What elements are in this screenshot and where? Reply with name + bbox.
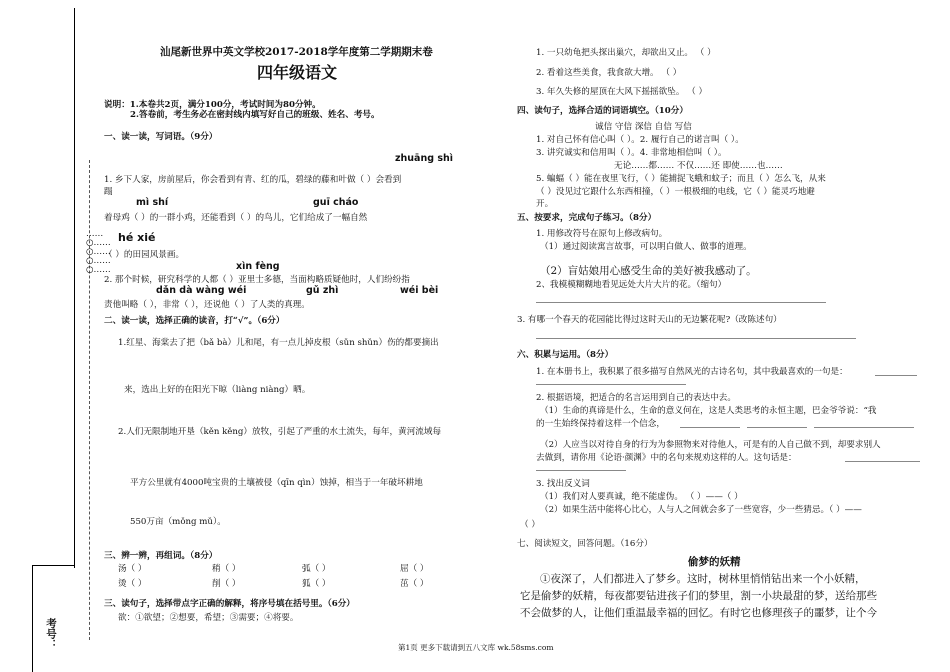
r-word-bank: 诚信 守信 深信 自信 写信	[595, 122, 692, 132]
r-a2b-blank2	[747, 427, 807, 428]
r-a2a: （1）生命的真谛是什么，生命的意义何在，这是人类思考的永恒主题，巴金爷爷说：“我	[540, 406, 877, 416]
q3-r1-c2: 稍（ ）	[212, 564, 241, 574]
pinyin-zhuangshi: zhuāng shì	[395, 153, 454, 164]
r-p1a: （1）通过阅读寓言故事，可以明白做人、做事的道理。	[540, 242, 752, 252]
r-sentence-1: 1. 一只幼龟把头探出巢穴，却欲出又止。 （ ）	[536, 48, 716, 58]
kaohao-box-top	[32, 565, 75, 566]
story-line-1: ①夜深了，人们都进入了梦乡。这时，树林里悄悄钻出来一个小妖精，	[540, 573, 866, 585]
r-p1: 1. 用修改符号在原句上修改病句。	[536, 229, 668, 239]
instruction-1: 说明：1.本卷共2页，满分100分，考试时间为80分钟。	[104, 100, 321, 110]
r-a2b-blank3	[814, 427, 914, 428]
pinyin-guzhi: gǔ zhì	[306, 285, 339, 296]
r-p3-answer-line	[536, 338, 856, 339]
q1-line3: （ ）的田园风景画。	[104, 250, 185, 260]
q1-line1: 1. 乡下人家，房前屋后，你会看到有青、红的瓜，碧绿的藤和叶做（ ）会看到	[104, 175, 402, 185]
q3-r2-c1: 烫（ ）	[118, 579, 147, 589]
r-fill-5b: （ ）没见过它跟什么东西相撞，（ ）一根极细的电线，它（ ）能灵巧地避	[536, 187, 815, 197]
q1-line2: 着母鸡（ ）的一群小鸡，还能看到（ ）的鸟儿，它们给成了一幅自然	[104, 213, 368, 223]
r-a1-line2	[536, 384, 686, 385]
q3-r2-c2: 削（ ）	[212, 579, 241, 589]
q3-title: 三、辨一辨，再组词。（8分）	[104, 551, 218, 561]
subject-title: 四年级语文	[257, 63, 338, 82]
q1-line1b: 蹋	[104, 187, 113, 197]
r-q6-title: 六、积累与运用。（8分）	[517, 350, 614, 360]
q2-line4: 平方公里就有4000吨宝贵的土壤被侵（qīn qìn）蚀掉，相当于一年破坏耕地	[130, 478, 423, 488]
q3-r1-c3: 弧（ ）	[302, 564, 331, 574]
pinyin-dandawangwei: dǎn dà wàng wéi	[156, 285, 247, 296]
binding-line	[74, 8, 75, 568]
r-a2d: 去做到，请你用《论语·颜渊》中的名句来规劝这样的人。这句话是：	[536, 453, 797, 463]
story-line-2: 它是偷梦的妖精，每夜都要钻进孩子们的梦里，割一小块最甜的梦，送给那些	[520, 590, 877, 602]
r-p2-answer-line	[536, 302, 826, 303]
school-title: 汕尾新世界中英文学校2017-2018学年度第二学期期末卷	[160, 46, 433, 58]
seal-dots: ……○……○……○……○……	[86, 229, 111, 275]
r-a3: 3. 找出反义词	[536, 479, 590, 489]
q1-line5: 责他叫略（ ），非常（ ），还说他（ ）了人类的真理。	[104, 300, 310, 310]
r-sentence-3: 3. 年久失修的屋顶在大风下摇摇欲坠。 （ ）	[536, 87, 708, 97]
r-a3b: （2）如果生活中能将心比心，人与人之间就会多了一些宽容，少一些猜忌。（ ）——	[540, 505, 862, 515]
r-p2: 2、我模模糊糊地看见远处大片大片的花。（缩句）	[536, 280, 727, 290]
pinyin-hexie: hé xié	[118, 231, 156, 244]
pinyin-weibei: wéi bèi	[400, 285, 439, 296]
r-p1b: （2）盲姑娘用心感受生命的美好被我感动了。	[540, 265, 757, 277]
kaohao-box-left	[32, 565, 33, 672]
pinyin-guichao: guī cháo	[313, 197, 359, 208]
r-a3a: （1）我们对人要真诚，绝不能虚伪。 （ ）——（ ）	[540, 492, 743, 502]
r-p3: 3. 有哪一个春天的花园能比得过这时天山的无边繁花呢?（改陈述句）	[517, 315, 782, 325]
r-q4-title: 四、读句子，选择合适的词语填空。（10分）	[517, 106, 688, 116]
q3-r1-c4: 屈（ ）	[400, 564, 429, 574]
q4-title: 三、读句子，选择带点字正确的解释，将序号填在括号里。（6分）	[104, 599, 355, 609]
q2-line1: 1.红星、海棠去了把（bǎ bà）儿和尾，有一点儿掉皮根（sǔn shǔn）伤的都要摘出	[118, 338, 439, 348]
r-q5-title: 五、按要求，完成句子练习。（8分）	[517, 213, 657, 223]
r-a3c: （ ）	[520, 520, 540, 530]
q2-line3: 2.人们无限制地开垦（kěn kěng）放牧，引起了严重的水土流失，每年，黄河流域每	[118, 427, 442, 437]
q3-r2-c4: 茁（ ）	[400, 579, 429, 589]
q2-title: 二、读一读，选择正确的读音，打“√”。（6分）	[104, 316, 285, 326]
page-footer: 第1页 更多下载请到五八文库 wk.58sms.com	[398, 643, 554, 652]
q1-title: 一、读一读，写词语。（9分）	[104, 132, 218, 142]
q3-r1-c1: 汤（ ）	[118, 564, 147, 574]
r-a2b: 的一生始终保持着这样一个信念，	[536, 419, 665, 429]
r-q7-title: 七、阅读短文，回答问题。（16分）	[517, 539, 653, 549]
r-a1: 1. 在本册书上，我积累了很多描写自然风光的古诗名句，其中我最喜欢的一句是：	[536, 367, 848, 377]
q1-line4: 2. 那个时候，研究科学的人都（ ）亚里士多德，当面构略质疑他时，人们纷纷指	[104, 275, 410, 285]
story-title: 偷梦的妖精	[688, 556, 741, 568]
kaohao-label: 考号：	[45, 618, 57, 650]
r-fill-5c: 开。	[536, 199, 554, 209]
r-a2b-blank1	[680, 427, 740, 428]
story-line-3: 不会做梦的人，让他们重温最幸福的回忆。有时它也修理孩子的噩梦，让个今	[520, 607, 877, 619]
r-a2: 2. 根据语境，把适合的名言运用到自己的表达中去。	[536, 393, 736, 403]
pinyin-xinfeng: xìn fèng	[236, 261, 280, 272]
r-sentence-2: 2. 看着这些美食，我食欲大增。 （ ）	[536, 68, 682, 78]
r-a2d-blank	[845, 461, 920, 462]
r-a2d-blank2	[536, 470, 626, 471]
q3-r2-c3: 狐（ ）	[302, 579, 331, 589]
instruction-2: 2.答卷前，考生务必在密封线内填写好自己的班级、姓名、考号。	[130, 110, 380, 120]
r-a1-line1	[875, 375, 917, 376]
q2-line5: 550万亩（mǒng mǔ）。	[130, 517, 226, 527]
q4-options: 欲：①欲望；②想要，希望；③需要；④将要。	[118, 613, 299, 623]
r-a2c: （2）人应当以对待自身的行为为参照物来对待他人，可是有的人自己做不到，却要求别人	[540, 440, 881, 450]
r-fill-5a: 5. 蝙蝠（ ）能在夜里飞行，（ ）能捕捉飞蛾和蚊子；而且（ ）怎么飞，从来	[536, 174, 826, 184]
q2-line2: 来，选出上好的在阳光下晾（liàng niàng）晒。	[124, 385, 311, 395]
r-conj-bank: 无论……都…… 不仅……还 即使……也……	[614, 161, 783, 171]
r-fill-1: 1. 对自己怀有信心叫（ ）。2. 履行自己的诺言叫（ ）。	[536, 135, 744, 145]
r-fill-2: 3. 讲究诚实和信用叫（ ）。4. 非常地相信叫（ ）。	[536, 148, 727, 158]
pinyin-mishi: mì shí	[136, 197, 169, 208]
